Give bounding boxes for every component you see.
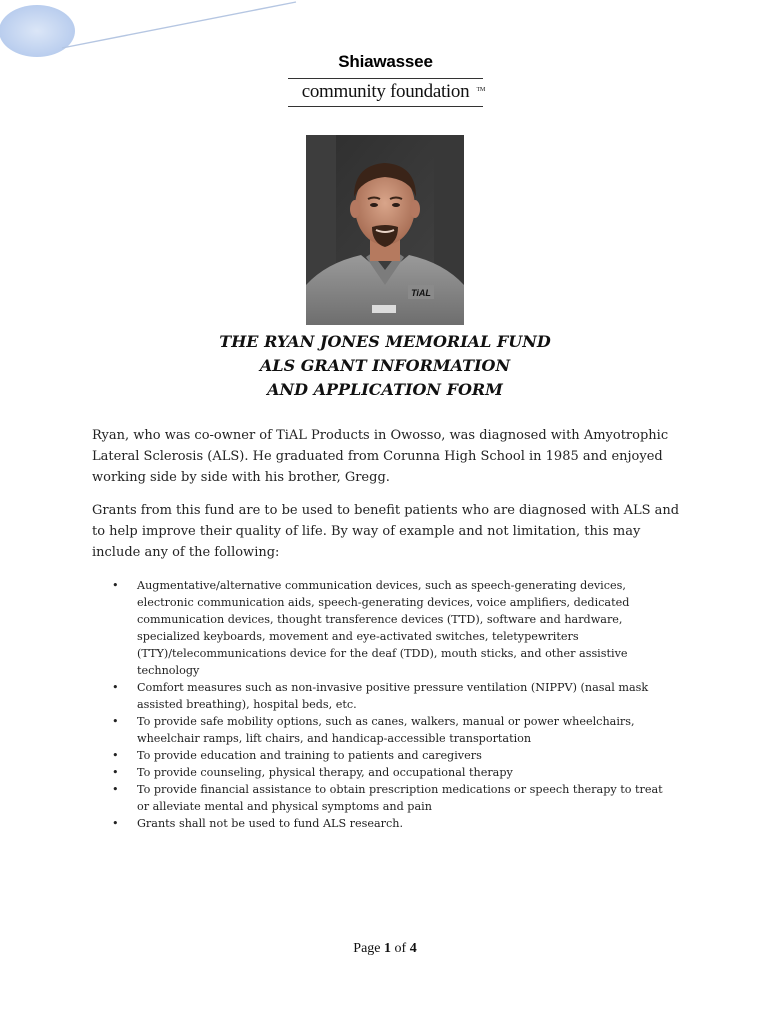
page-word: Page	[353, 941, 381, 956]
logo-wordmark-bottom	[288, 81, 483, 103]
bullet-icon: •	[112, 783, 119, 796]
list-item	[110, 713, 670, 747]
list-item-text: To provide education and training to patients and caregivers	[137, 749, 482, 762]
trademark-mark: TM	[476, 87, 485, 93]
list-item-text: Comfort measures such as non-invasive positive pressure ventilation (NIPPV) (nasal mask assisted breathing), hospital beds, etc.	[137, 681, 649, 711]
foundation-logo	[288, 52, 483, 107]
shirt-logo-text: TiAL	[411, 288, 431, 298]
page-number: 1	[384, 941, 392, 956]
logo-divider	[288, 78, 483, 79]
document-title	[0, 330, 770, 402]
page-footer	[0, 941, 770, 957]
bullet-icon: •	[112, 579, 119, 592]
purpose-paragraph: Grants from this fund are to be used to benefit patients who are diagnosed with ALS and to help improve their quality of life. By way of example and not limitation, this may include any of the following:	[92, 503, 680, 560]
list-item	[110, 781, 670, 815]
logo-bottom-text: community foundation	[301, 81, 470, 102]
bullet-icon: •	[112, 766, 119, 779]
list-item-text: Augmentative/alternative communication devices, such as speech-generating devices, electronic communication aids, speech-generating devices, voice amplifiers, dedicated communication devices, thought transference devices (TTD), software and hardware, specialized keyboards, movement and eye-activated switches, teletypewriters (TTY)/telecommunications device for the deaf (TDD), mouth sticks, and other assistive technology	[137, 579, 630, 677]
list-item-text: To provide safe mobility options, such as canes, walkers, manual or power wheelchairs, wheelchair ramps, lift chairs, and handicap-accessible transportation	[137, 715, 635, 745]
list-item-text: To provide financial assistance to obtain prescription medications or speech therapy to treat or alleviate mental and physical symptoms and pain	[137, 783, 663, 813]
title-line-2: ALS GRANT INFORMATION	[259, 356, 511, 375]
bullet-icon: •	[112, 681, 119, 694]
list-item	[110, 764, 670, 781]
list-item	[110, 679, 670, 713]
corner-decoration	[0, 0, 300, 60]
list-item-text: Grants shall not be used to fund ALS research.	[137, 817, 404, 830]
page-total: 4	[409, 941, 417, 956]
bullet-icon: •	[112, 749, 119, 762]
portrait-photo	[306, 135, 464, 325]
list-item	[110, 577, 670, 679]
title-line-3: AND APPLICATION FORM	[267, 380, 503, 399]
title-line-1: THE RYAN JONES MEMORIAL FUND	[219, 332, 551, 351]
logo-underline	[288, 106, 483, 107]
list-item	[110, 815, 670, 832]
list-item-text: To provide counseling, physical therapy, and occupational therapy	[137, 766, 513, 779]
intro-paragraph: Ryan, who was co-owner of TiAL Products in Owosso, was diagnosed with Amyotrophic Lateral Sclerosis (ALS). He graduated from Corunna High School in 1985 and enjoyed working side by side with his brother, Gregg.	[92, 428, 669, 485]
logo-wordmark-top: Shiawassee	[338, 52, 433, 71]
eligible-uses-list	[110, 577, 670, 832]
bullet-icon: •	[112, 817, 119, 830]
of-word: of	[394, 941, 407, 956]
bullet-icon: •	[112, 715, 119, 728]
list-item	[110, 747, 670, 764]
